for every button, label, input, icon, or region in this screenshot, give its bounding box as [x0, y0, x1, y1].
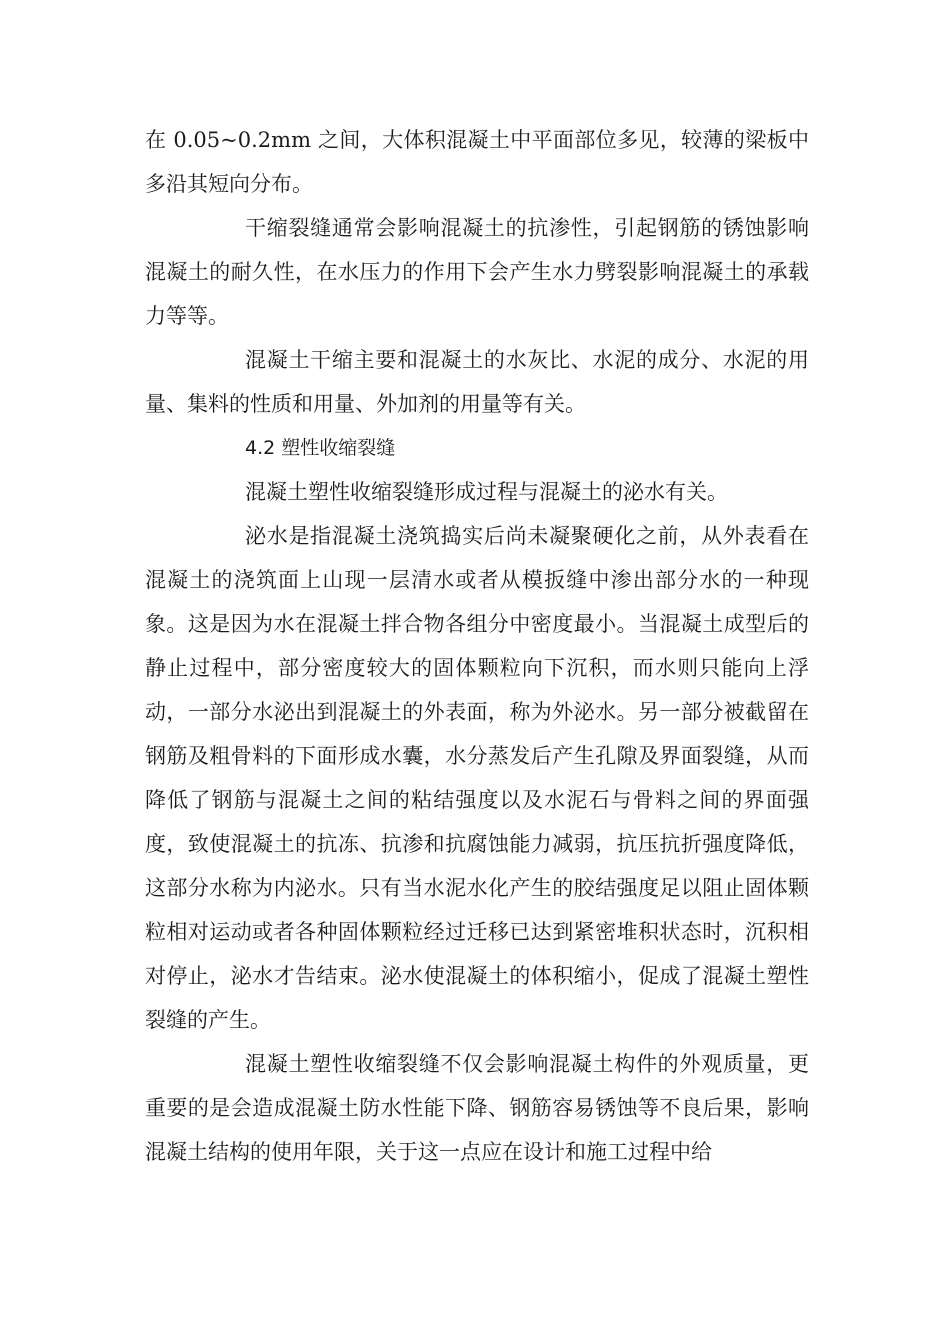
paragraph-drying-shrinkage-factors: 混凝土干缩主要和混凝土的水灰比、水泥的成分、水泥的用量、集料的性质和用量、外加剂的用量等有关。 [145, 348, 809, 416]
paragraph-plastic-shrinkage-intro: 混凝土塑性收缩裂缝形成过程与混凝土的泌水有关。 [245, 480, 728, 504]
body-text [145, 118, 809, 1174]
paragraph-plastic-shrinkage-consequences: 混凝土塑性收缩裂缝不仅会影响混凝土构件的外观质量，更重要的是会造成混凝土防水性能下降、钢筋容易锈蚀等不良后果，影响混凝土结构的使用年限，关于这一点应在设计和施工过程中给 [145, 1052, 809, 1164]
paragraph-continued: 在 0.05~0.2mm 之间，大体积混凝土中平面部位多见，较薄的梁板中多沿其短向分布。 [145, 128, 809, 196]
section-heading: 4.2 塑性收缩裂缝 [245, 437, 396, 459]
paragraph-bleeding-definition: 泌水是指混凝土浇筑捣实后尚未凝聚硬化之前，从外表看在混凝土的浇筑面上山现一层清水或者从模扳缝中渗出部分水的一种现象。这是因为水在混凝土拌合物各组分中密度最小。当混凝土成型后的静止过程中，部分密度较大的固体颗粒向下沉积，而水则只能向上浮动，一部分水泌出到混凝土的外表面，称为外泌水。另一部分被截留在钢筋及粗骨料的下面形成水囊，水分蒸发后产生孔隙及界面裂缝，从而降低了钢筋与混凝土之间的粘结强度以及水泥石与骨料之间的界面强度，致使混凝土的抗冻、抗渗和抗腐蚀能力减弱，抗压抗折强度降低，这部分水称为内泌水。只有当水泥水化产生的胶结强度足以阻止固体颗粒相对运动或者各种固体颗粒经过迁移已达到紧密堆积状态时，沉积相对停止，泌水才告结束。泌水使混凝土的体积缩小，促成了混凝土塑性裂缝的产生。 [145, 524, 809, 1032]
paragraph-drying-shrinkage-effects: 干缩裂缝通常会影响混凝土的抗渗性，引起钢筋的锈蚀影响混凝土的耐久性，在水压力的作用下会产生水力劈裂影响混凝土的承载力等等。 [145, 216, 809, 328]
